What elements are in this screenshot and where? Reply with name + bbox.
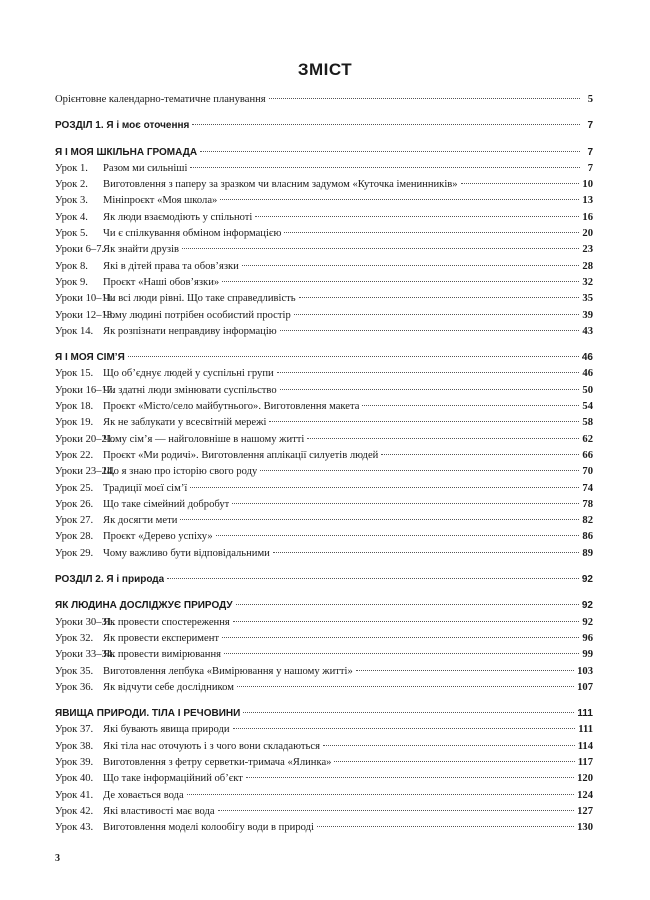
toc-entry-number: Урок 35. — [55, 665, 94, 677]
toc-entry-title: Де ховається вода — [103, 789, 184, 801]
toc-entry-page: 46 — [582, 368, 593, 380]
dot-leader — [356, 670, 574, 671]
toc-entry-title: Я І МОЯ СІМ’Я — [55, 352, 125, 364]
dot-leader — [294, 314, 580, 315]
toc-entry-title: Я І МОЯ ШКІЛЬНА ГРОМАДА — [55, 146, 198, 158]
toc-entry-title: РОЗДІЛ 1. Я і моє оточення — [55, 120, 190, 132]
dot-leader — [167, 578, 579, 579]
toc-entry-number: Урок 18. — [55, 401, 94, 413]
toc-entry-page: 92 — [581, 600, 593, 612]
dot-leader — [381, 454, 579, 455]
toc-entry-title: Традиції моєї сім’ї — [103, 482, 188, 494]
dot-leader — [362, 405, 579, 406]
toc-entry-page: 130 — [577, 822, 593, 834]
toc-entry — [55, 722, 593, 738]
toc-entry-number: Урок 28. — [55, 531, 94, 543]
toc-entry — [55, 226, 593, 242]
dot-leader — [216, 535, 580, 536]
dot-leader — [243, 712, 574, 713]
toc-entry-number: Урок 42. — [55, 805, 94, 817]
toc-entry-number: Урок 36. — [55, 681, 94, 693]
dot-leader — [180, 519, 579, 520]
toc-entry — [55, 399, 593, 415]
toc-entry-title: Що таке інформаційний об’єкт — [103, 773, 243, 785]
toc-entry — [55, 448, 593, 464]
toc-entry-page: 78 — [582, 498, 593, 510]
dot-leader — [192, 124, 580, 125]
toc-entry-title: Чому людині потрібен особистий простір — [103, 309, 291, 321]
toc-entry-number: Урок 43. — [55, 822, 94, 834]
toc-entry-number: Урок 4. — [55, 211, 88, 223]
dot-leader — [323, 745, 575, 746]
toc-entry-title: Проєкт «Дерево успіху» — [103, 531, 213, 543]
toc-entry-number: Урок 26. — [55, 498, 94, 510]
toc-entry — [55, 464, 593, 480]
toc-entry-number: Урок 8. — [55, 260, 88, 272]
toc-entry-page: 86 — [582, 531, 593, 543]
toc-entry — [55, 497, 593, 513]
toc-entry-title: Мініпроєкт «Моя школа» — [103, 195, 218, 207]
dot-leader — [299, 297, 580, 298]
dot-leader — [224, 653, 579, 654]
dot-leader — [190, 167, 580, 168]
toc-entry — [55, 529, 593, 545]
toc-entry-page: 23 — [582, 244, 593, 256]
toc-entry-number: Урок 3. — [55, 195, 88, 207]
toc-entry-title: Що об’єднує людей у суспільні групи — [103, 368, 274, 380]
toc-entry — [55, 259, 593, 275]
dot-leader — [280, 389, 580, 390]
toc-entry-number: Урок 15. — [55, 368, 94, 380]
toc-entry — [55, 145, 593, 161]
toc-entry-number: Уроки 23–24. — [55, 466, 115, 478]
toc-entry — [55, 308, 593, 324]
dot-leader — [273, 552, 580, 553]
toc-entry-title: Проєкт «Ми родичі». Виготовлення аплікації силуетів людей — [103, 449, 379, 461]
toc-entry — [55, 680, 593, 696]
toc-entry — [55, 546, 593, 562]
toc-entry — [55, 161, 593, 177]
toc-entry-number: Урок 40. — [55, 773, 94, 785]
toc-entry-title: Які в дітей права та обов’язки — [103, 260, 239, 272]
toc-entry-title: Як розпізнати неправдиву інформацію — [103, 325, 277, 337]
dot-leader — [317, 826, 574, 827]
toc-entry — [55, 631, 593, 647]
toc-entry — [55, 771, 593, 787]
toc-entry — [55, 664, 593, 680]
toc-entry-number: Урок 41. — [55, 789, 94, 801]
toc-entry-number: Уроки 20–21. — [55, 433, 115, 445]
toc-entry — [55, 432, 593, 448]
toc-entry-page: 117 — [577, 756, 593, 768]
toc-entry-page: 111 — [577, 708, 593, 720]
toc-entry-number: Урок 19. — [55, 417, 94, 429]
toc-entry-page: 70 — [582, 466, 593, 478]
toc-entry — [55, 350, 593, 366]
table-of-contents — [55, 92, 593, 836]
dot-leader — [334, 761, 574, 762]
toc-entry-page: 120 — [577, 773, 593, 785]
toc-entry-number: Урок 1. — [55, 162, 88, 174]
dot-leader — [284, 232, 579, 233]
toc-entry-title: Чи всі люди рівні. Що таке справедливість — [103, 293, 296, 305]
toc-entry-page: 35 — [582, 293, 593, 305]
toc-entry-title: Що таке сімейний добробут — [103, 498, 230, 510]
dot-leader — [307, 438, 579, 439]
dot-leader — [182, 248, 579, 249]
toc-entry-title: Як провести експеримент — [103, 632, 220, 644]
toc-entry — [55, 481, 593, 497]
toc-entry-title: Чи здатні люди змінювати суспільство — [103, 384, 277, 396]
toc-entry — [55, 324, 593, 340]
toc-entry-title: Разом ми сильніші — [103, 162, 188, 174]
dot-leader — [269, 98, 580, 99]
toc-entry-title: Як знайти друзів — [103, 244, 180, 256]
toc-entry-page: 13 — [582, 195, 593, 207]
toc-entry-title: Які властивості має вода — [103, 805, 215, 817]
toc-entry-page: 114 — [577, 740, 593, 752]
dot-leader — [233, 621, 580, 622]
toc-entry-number: Урок 2. — [55, 179, 88, 191]
toc-entry-page: 58 — [582, 417, 593, 429]
dot-leader — [232, 503, 579, 504]
toc-entry-page: 16 — [582, 211, 593, 223]
toc-entry-title: Орієнтовне календарно-тематичне планування — [55, 94, 266, 105]
toc-entry-number: Урок 9. — [55, 276, 88, 288]
toc-entry-number: Урок 25. — [55, 482, 94, 494]
toc-entry-title: Як люди взаємодіють у спільноті — [103, 211, 253, 223]
dot-leader — [222, 637, 579, 638]
dot-leader — [269, 421, 579, 422]
toc-entry-page: 5 — [587, 94, 593, 105]
toc-entry-page: 54 — [582, 401, 593, 413]
toc-entry-page: 7 — [587, 120, 593, 132]
toc-entry-title: ЯК ЛЮДИНА ДОСЛІДЖУЄ ПРИРОДУ — [55, 600, 233, 612]
toc-entry — [55, 739, 593, 755]
dot-leader — [233, 728, 576, 729]
toc-entry-page: 103 — [577, 665, 593, 677]
toc-entry-page: 28 — [582, 260, 593, 272]
toc-entry-number: Урок 27. — [55, 515, 94, 527]
toc-entry — [55, 615, 593, 631]
toc-entry — [55, 647, 593, 663]
dot-leader — [220, 199, 579, 200]
toc-entry-number: Урок 37. — [55, 724, 94, 736]
toc-entry — [55, 118, 593, 134]
toc-entry — [55, 210, 593, 226]
toc-entry-number: Урок 38. — [55, 740, 94, 752]
toc-entry — [55, 788, 593, 804]
toc-entry-number: Уроки 6–7. — [55, 244, 105, 256]
dot-leader — [242, 265, 580, 266]
toc-entry-page: 74 — [582, 482, 593, 494]
toc-entry — [55, 177, 593, 193]
toc-entry — [55, 242, 593, 258]
toc-entry-page: 96 — [582, 632, 593, 644]
toc-entry — [55, 291, 593, 307]
toc-entry-page: 32 — [582, 276, 593, 288]
toc-entry-title: Проєкт «Місто/село майбутнього». Виготовлення макета — [103, 401, 360, 413]
toc-entry-title: Як провести спостереження — [103, 616, 230, 628]
toc-entry-title: Які тіла нас оточують і з чого вони складаються — [103, 740, 320, 752]
dot-leader — [246, 777, 574, 778]
toc-entry-title: ЯВИЩА ПРИРОДИ. ТІЛА І РЕЧОВИНИ — [55, 708, 241, 720]
toc-entry-page: 39 — [582, 309, 593, 321]
toc-entry-title: Виготовлення з фетру серветки-тримача «Ялинка» — [103, 756, 332, 768]
toc-entry-title: Виготовлення моделі колообігу води в природі — [103, 822, 314, 834]
toc-entry — [55, 572, 593, 588]
toc-entry — [55, 193, 593, 209]
toc-entry-title: Проєкт «Наші обов’язки» — [103, 276, 220, 288]
toc-entry-page: 7 — [587, 162, 593, 174]
toc-entry-number: Уроки 33–34. — [55, 649, 115, 661]
toc-entry — [55, 275, 593, 291]
toc-entry — [55, 366, 593, 382]
toc-entry-page: 10 — [582, 179, 593, 191]
toc-entry-title: Чому сім’я — найголовніше в нашому житті — [103, 433, 305, 445]
toc-entry-page: 99 — [582, 649, 593, 661]
toc-entry — [55, 92, 593, 108]
dot-leader — [255, 216, 579, 217]
toc-entry-title: Які бувають явища природи — [103, 724, 230, 736]
dot-leader — [187, 794, 574, 795]
dot-leader — [280, 330, 580, 331]
toc-entry-title: Як досягти мети — [103, 515, 178, 527]
toc-entry-title: Як провести вимірювання — [103, 649, 221, 661]
dot-leader — [218, 810, 574, 811]
toc-entry-page: 82 — [582, 515, 593, 527]
toc-entry-page: 92 — [582, 616, 593, 628]
dot-leader — [237, 686, 574, 687]
toc-entry-page: 111 — [578, 724, 593, 736]
toc-entry-title: Як не заблукати у всесвітній мережі — [103, 417, 267, 429]
dot-leader — [200, 151, 580, 152]
toc-entry-number: Урок 32. — [55, 632, 94, 644]
toc-entry-page: 46 — [581, 352, 593, 364]
page-title: ЗМІСТ — [297, 60, 353, 79]
toc-entry-page: 66 — [582, 449, 593, 461]
toc-entry — [55, 415, 593, 431]
dot-leader — [128, 356, 579, 357]
toc-entry — [55, 820, 593, 836]
dot-leader — [461, 183, 580, 184]
toc-entry-page: 92 — [581, 574, 593, 586]
toc-entry — [55, 513, 593, 529]
toc-entry — [55, 755, 593, 771]
toc-entry-title: Виготовлення з паперу за зразком чи власним задумом «Куточка іменинників» — [103, 179, 458, 191]
toc-entry-title: Як відчути себе дослідником — [103, 681, 234, 693]
toc-entry — [55, 383, 593, 399]
toc-entry-title: Чому важливо бути відповідальними — [103, 547, 270, 559]
toc-entry-number: Урок 14. — [55, 325, 94, 337]
toc-entry-page: 89 — [582, 547, 593, 559]
dot-leader — [277, 372, 580, 373]
toc-entry-title: РОЗДІЛ 2. Я і природа — [55, 574, 165, 586]
dot-leader — [190, 487, 579, 488]
toc-entry-page: 7 — [587, 146, 593, 158]
toc-entry-title: Виготовлення лепбука «Вимірювання у нашому житті» — [103, 665, 353, 677]
toc-entry-number: Уроки 30–31. — [55, 616, 115, 628]
toc-entry-page: 62 — [582, 433, 593, 445]
toc-entry-title: Що я знаю про історію свого роду — [103, 466, 258, 478]
toc-entry — [55, 706, 593, 722]
page-number: 3 — [55, 853, 60, 864]
toc-entry-number: Урок 29. — [55, 547, 94, 559]
toc-entry-number: Урок 39. — [55, 756, 94, 768]
toc-entry-number: Урок 5. — [55, 228, 88, 240]
toc-entry-page: 107 — [577, 681, 593, 693]
toc-entry-number: Урок 22. — [55, 449, 94, 461]
toc-entry-page: 124 — [577, 789, 593, 801]
toc-entry-page: 127 — [577, 805, 593, 817]
toc-entry — [55, 804, 593, 820]
toc-entry-page: 20 — [582, 228, 593, 240]
dot-leader — [222, 281, 579, 282]
dot-leader — [236, 604, 579, 605]
toc-entry-number: Уроки 12–13. — [55, 309, 115, 321]
toc-entry-page: 43 — [582, 325, 593, 337]
toc-entry-page: 50 — [582, 384, 593, 396]
toc-entry — [55, 598, 593, 614]
toc-entry-number: Уроки 16–17. — [55, 384, 115, 396]
toc-entry-number: Уроки 10–11. — [55, 293, 115, 305]
toc-entry-title: Чи є спілкування обміном інформацією — [103, 228, 282, 240]
dot-leader — [260, 470, 579, 471]
